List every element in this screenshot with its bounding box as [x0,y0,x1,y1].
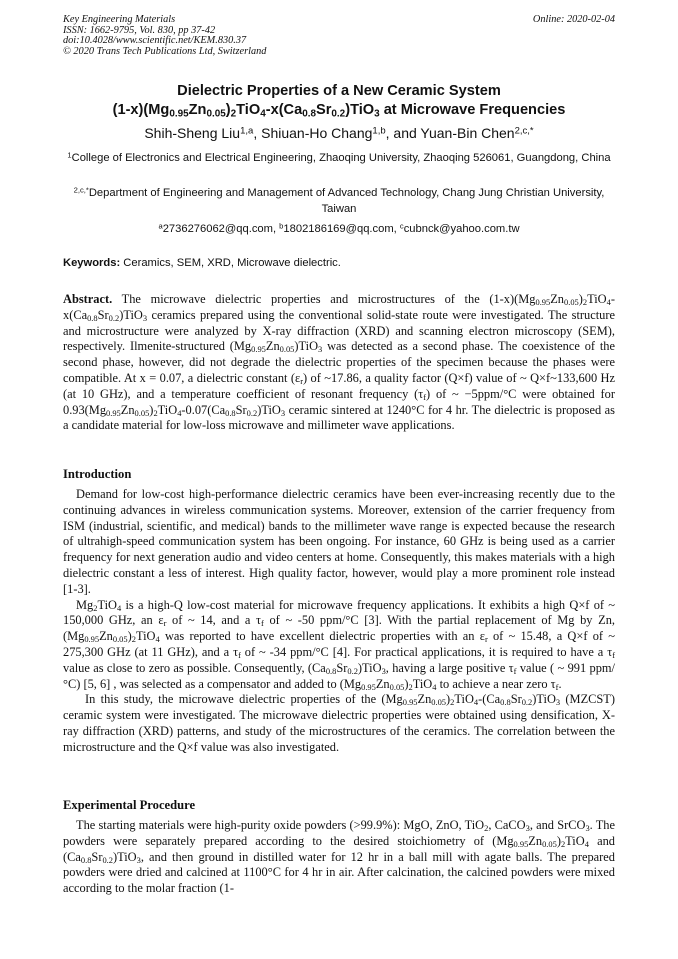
keywords [63,256,615,271]
keywords-text: Ceramics, SEM, XRD, Microwave dielectric. [120,257,341,269]
journal-doi: doi:10.4028/www.scientific.net/KEM.830.37 [63,35,247,47]
intro-paragraph-2: $Mg_2TiO_4$ is a high-Q low-cost material for microwave frequency applications. It exhibits a high Q×f of ~ 150,000 GHz, an $\varepsilon_r$ of ~ 14, and a $\tau_f$ of ~ -50 ppm/°C [3]. With the partial replacement of Mg by Zn, $(Mg_{0.95}Zn_{0.05})_2TiO_4$ was reported to have excellent dielectric properties with an $\varepsilon_r$ of ~ 15.48, a Q×f of ~ 275,300 GHz (at 11 GHz), and a $\tau_f$ of ~ -34 ppm/°C [4]. For practical applications, it is required to have a $\tau_f$ value as close to zero as possible. Consequently, $(Ca_{0.8}Sr_{0.2})TiO_3$, having a large positive $\tau_f$ value ( ~ 991 ppm/°C) [5, 6] , was selected as a compensator and added to $(Mg_{0.95}Zn_{0.05})_2TiO_4$ to achieve a near zero $\tau_f$. [63,597,615,692]
email-a[interactable]: 2736276062@qq.com, [162,223,280,235]
keywords-label: Keywords: [63,257,121,269]
journal-copyright: © 2020 Trans Tech Publications Ltd, Switzerland [63,45,267,57]
abstract: Abstract. The microwave dielectric properties and microstructures of the $(1-x)(Mg_{0.95}Zn_{0.05})_2TiO_4-x(Ca_{0.8}Sr_{0.2})TiO_3$ ceramics prepared using the conventional solid-state route were investigated. The structure and microstructure were analyzed by X-ray diffraction (XRD) and scanning electron microscopy (SEM), respectively. Ilmenite-structured $(Mg_{0.95}Zn_{0.05})TiO_3$ was detected as a second phase. The coexistence of the second phase, however, did not degrade the dielectric properties of the specimen because the phases were compatible. At x = 0.07, a dielectric constant $(\varepsilon_r)$ of ~17.86, a quality factor (Q×f) value of ~ Q×f~133,600 Hz (at 10 GHz), and a temperature coefficient of resonant frequency $(\tau_f)$ of ~ −5ppm/°C were obtained for $0.93(Mg_{0.95}Zn_{0.05})_2TiO_4-0.07(Ca_{0.8}Sr_{0.2})TiO_3$ ceramic sintered at 1240°C for 4 hr. The dielectric is proposed as a candidate material for low-loss microwave and millimeter wave applications. [63,292,615,433]
title-line-1: Dielectric Properties of a New Ceramic System [177,83,501,99]
affiliation-2: $^{2,c,*}$Department of Engineering and Management of Advanced Technology, Chang Jung Christian University, Taiwan [73,185,605,215]
journal-header [63,15,615,57]
section-heading-introduction: Introduction [63,467,132,481]
title-line-2: $(1-x)(Mg_{0.95}Zn_{0.05})_2TiO_4-x(Ca_{0.8}Sr_{0.2})TiO_3$ at Microwave Frequencies [112,102,566,120]
section-heading-experimental: Experimental Procedure [63,798,196,812]
journal-name: Key Engineering Materials [63,14,176,25]
experimental-paragraph-1: The starting materials were high-purity oxide powders (>99.9%): MgO, ZnO, TiO$_2$, CaCO$_3$, and SrCO$_3$. The powders were separately prepared according to the desired stoichiometry of $(Mg_{0.95}Zn_{0.05})_2TiO_4$ and $(Ca_{0.8}Sr_{0.2})TiO_3$, and then ground in distilled water for 12 hr in a ball mill with agate balls. The prepared powders were dried and calcined at 1100°C for 4 hr in air. After calcination, the calcined powders were mixed according to the molar fraction (1- [63,818,615,896]
introduction-body [63,487,615,756]
affiliation-1: $^1$College of Electronics and Electrical Engineering, Zhaoqing University, Zhaoqing 526061, Guangdong, China [67,150,611,164]
journal-issn: ISSN: 1662-9795, Vol. 830, pp 37-42 [63,24,216,36]
intro-paragraph-1: Demand for low-cost high-performance dielectric ceramics have been ever-increasing recently due to the continuing advances in wireless communication systems. Moreover, extension of the carrier frequency from ISM (industrial, scientific, and medical) bands to the millimeter wave range is expected because the research of ultrahigh-speed communication system has been ongoing. For instance, 60 GHz is being used as a carrier frequency for next generation audio and video centers at home. Consequently, this makes materials with a high dielectric constant a less of interest. High quality factor, however, would play a more prominent role instead [1-3]. [63,487,615,596]
experimental-body [63,818,615,897]
email-b[interactable]: 1802186169@qq.com, [283,223,400,235]
email-c[interactable]: cubnck@yahoo.com.tw [403,223,520,235]
author-list: Shih-Sheng Liu$^{1,a}$, Shiuan-Ho Chang$^{1,b}$, and Yuan-Bin Chen$^{2,c,*}$ [144,125,534,141]
intro-paragraph-3: In this study, the microwave dielectric properties of the $(Mg_{0.95}Zn_{0.05})_2TiO_4-(Ca_{0.8}Sr_{0.2})TiO_3$ (MZCST) ceramic system were investigated. The microwave dielectric properties were obtained using densification, X-ray diffraction (XRD) patterns, and study of the microstructures of the ceramics. The correlation between the microstructure and the Q×f value was also investigated. [63,692,615,754]
online-date: Online: 2020-02-04 [532,14,615,25]
abstract-label: Abstract. [63,292,113,306]
paper-title [63,82,615,120]
author-emails: $^a$2736276062@qq.com, $^b$1802186169@qq.com, $^c$cubnck@yahoo.com.tw [158,221,520,235]
